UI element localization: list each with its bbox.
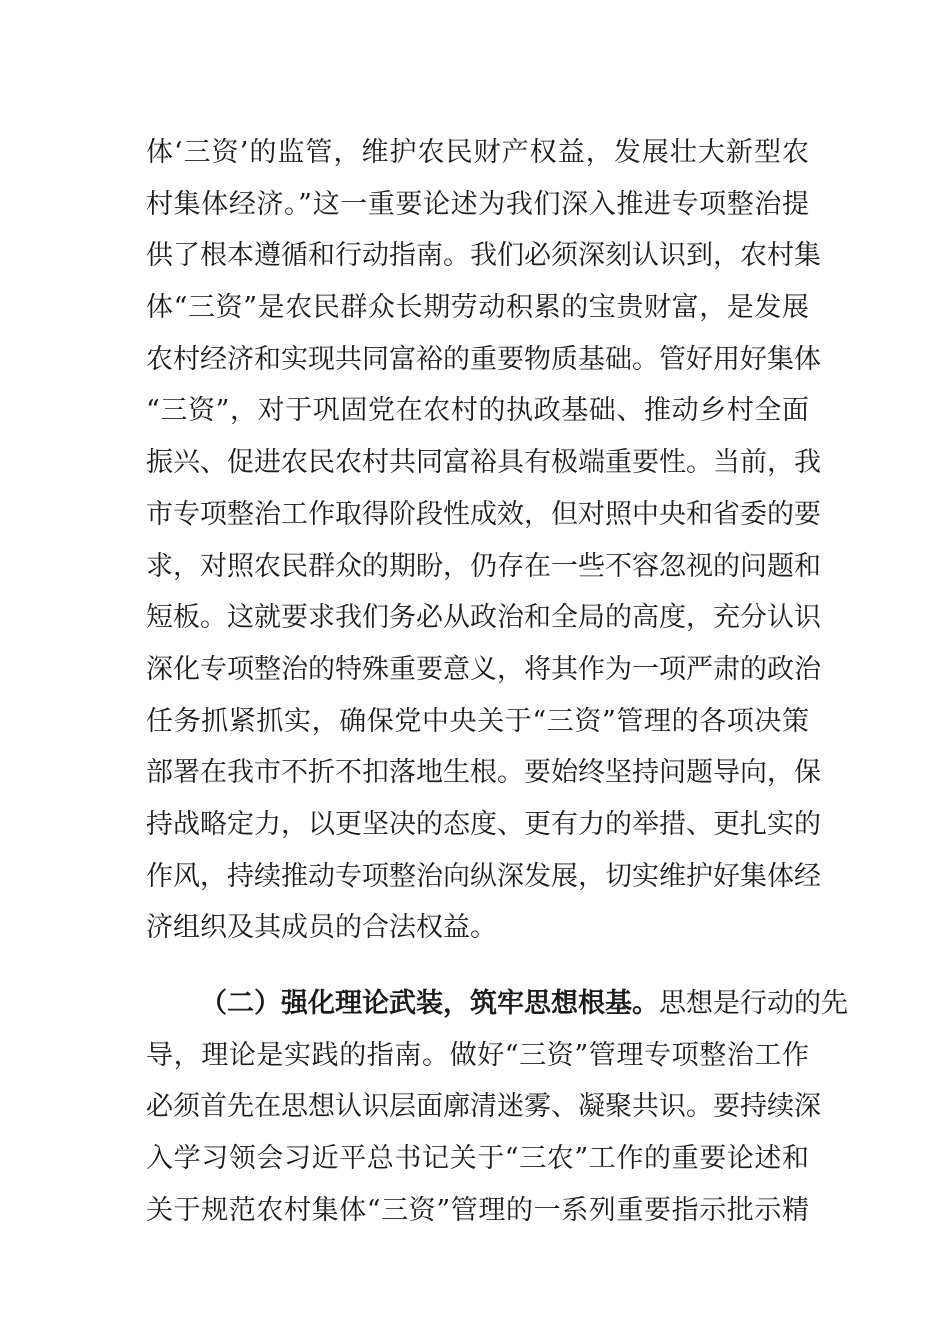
heading-tail-text: 思想是行动的先: [659, 988, 848, 1019]
document-body: [146, 127, 848, 1236]
text-line: 关于规范农村集体“三资”管理的一系列重要指示批示精: [146, 1194, 809, 1226]
text-line: 持战略定力，以更坚决的态度、更有力的举措、更扎实的: [146, 808, 821, 840]
text-line: 体“三资”是农民群众长期劳动积累的宝贵财富，是发展: [146, 292, 809, 324]
section-heading: （二）强化理论武装，筑牢思想根基。: [200, 988, 659, 1019]
paragraph-1: [146, 127, 821, 954]
paragraph-2: [146, 978, 848, 1236]
text-line: 部署在我市不折不扣落地生根。要始终坚持问题导向，保: [146, 757, 821, 789]
text-line: 济组织及其成员的合法权益。: [146, 912, 497, 944]
text-line: 任务抓紧抓实，确保党中央关于“三资”管理的各项决策: [146, 705, 809, 737]
text-line: 供了根本遵循和行动指南。我们必须深刻认识到，农村集: [146, 240, 821, 272]
text-line: “三资”，对于巩固党在农村的执政基础、推动乡村全面: [146, 395, 809, 427]
text-line: 村集体经济。”这一重要论述为我们深入推进专项整治提: [146, 188, 809, 220]
text-line: 作风，持续推动专项整治向纵深发展，切实维护好集体经: [146, 860, 821, 892]
text-line: 深化专项整治的特殊重要意义，将其作为一项严肃的政治: [146, 653, 821, 685]
text-line: 短板。这就要求我们务必从政治和全局的高度，充分认识: [146, 602, 821, 634]
text-line: 市专项整治工作取得阶段性成效，但对照中央和省委的要: [146, 498, 821, 530]
text-line: 必须首先在思想认识层面廓清迷雾、凝聚共识。要持续深: [146, 1091, 821, 1123]
text-line: 振兴、促进农民农村共同富裕具有极端重要性。当前，我: [146, 447, 821, 479]
text-line: 体‘三资’的监管，维护农民财产权益，发展壮大新型农: [146, 137, 809, 168]
paragraph-spacer: [146, 954, 809, 978]
text-line: 农村经济和实现共同富裕的重要物质基础。管好用好集体: [146, 343, 821, 375]
paragraph-first-line: [146, 978, 848, 1030]
text-line: 求，对照农民群众的期盼，仍存在一些不容忽视的问题和: [146, 550, 821, 582]
text-line: 导，理论是实践的指南。做好“三资”管理专项整治工作: [146, 1039, 809, 1071]
text-line: 入学习领会习近平总书记关于“三农”工作的重要论述和: [146, 1143, 809, 1175]
